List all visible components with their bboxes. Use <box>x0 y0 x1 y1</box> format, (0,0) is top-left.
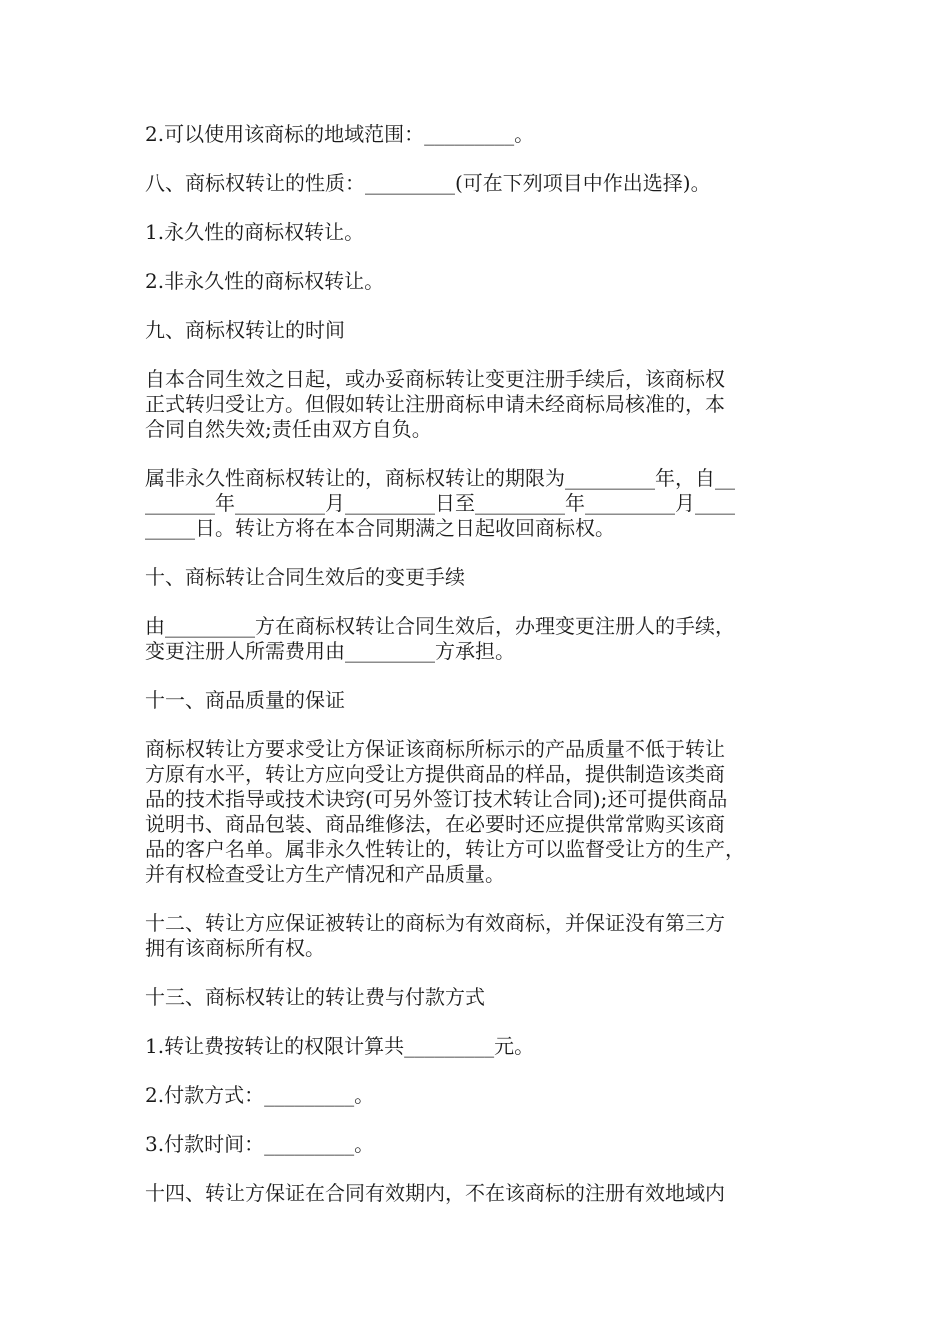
text-line: 正式转归受让方。但假如转让注册商标申请未经商标局核准的，本 <box>145 392 725 416</box>
paragraph <box>145 911 825 961</box>
paragraph <box>145 737 825 887</box>
text-line: 十、商标转让合同生效后的变更手续 <box>145 565 465 589</box>
text-line: 自本合同生效之日起，或办妥商标转让变更注册手续后，该商标权 <box>145 367 725 391</box>
text-line: 2.付款方式：_________。 <box>145 1083 375 1107</box>
paragraph <box>145 1181 825 1206</box>
document-page <box>145 122 825 1230</box>
paragraph <box>145 1083 825 1108</box>
paragraph <box>145 466 825 541</box>
text-line: 2.非永久性的商标权转让。 <box>145 269 385 293</box>
paragraph <box>145 1034 825 1059</box>
paragraph <box>145 220 825 245</box>
text-line: _____日。转让方将在本合同期满之日起收回商标权。 <box>145 516 615 540</box>
paragraph <box>145 688 825 713</box>
text-line: 1.转让费按转让的权限计算共_________元。 <box>145 1034 535 1058</box>
text-line: 十四、转让方保证在合同有效期内，不在该商标的注册有效地域内 <box>145 1181 725 1205</box>
text-line: 十一、商品质量的保证 <box>145 688 345 712</box>
text-line: 品的客户名单。属非永久性转让的，转让方可以监督受让方的生产， <box>145 837 745 861</box>
paragraph <box>145 1132 825 1157</box>
text-line: 变更注册人所需费用由_________方承担。 <box>145 639 515 663</box>
text-line: 1.永久性的商标权转让。 <box>145 220 365 244</box>
text-line: 说明书、商品包装、商品维修法，在必要时还应提供常常购买该商 <box>145 812 725 836</box>
text-line: 方原有水平，转让方应向受让方提供商品的样品，提供制造该类商 <box>145 762 725 786</box>
text-line: 商标权转让方要求受让方保证该商标所标示的产品质量不低于转让 <box>145 737 725 761</box>
paragraph <box>145 565 825 590</box>
text-line: 八、商标权转让的性质：_________(可在下列项目中作出选择)。 <box>145 171 711 195</box>
text-line: 2.可以使用该商标的地域范围：_________。 <box>145 122 535 146</box>
text-line: 十二、转让方应保证被转让的商标为有效商标，并保证没有第三方 <box>145 911 725 935</box>
paragraph <box>145 985 825 1010</box>
paragraph <box>145 318 825 343</box>
paragraph <box>145 614 825 664</box>
text-line: 合同自然失效;责任由双方自负。 <box>145 417 432 441</box>
text-line: 由_________方在商标权转让合同生效后，办理变更注册人的手续， <box>145 614 735 638</box>
paragraph <box>145 171 825 196</box>
paragraph <box>145 122 825 147</box>
text-line: 九、商标权转让的时间 <box>145 318 345 342</box>
paragraph <box>145 367 825 442</box>
text-line: _______年_________月_________日至_________年_________月____ <box>145 491 735 515</box>
text-line: 品的技术指导或技术诀窍(可另外签订技术转让合同);还可提供商品 <box>145 787 728 811</box>
text-line: 十三、商标权转让的转让费与付款方式 <box>145 985 485 1009</box>
paragraph <box>145 269 825 294</box>
text-line: 并有权检查受让方生产情况和产品质量。 <box>145 862 505 886</box>
text-line: 拥有该商标所有权。 <box>145 936 325 960</box>
text-line: 属非永久性商标权转让的，商标权转让的期限为_________年，自__ <box>145 466 735 490</box>
text-line: 3.付款时间：_________。 <box>145 1132 375 1156</box>
document-body <box>145 122 825 1206</box>
